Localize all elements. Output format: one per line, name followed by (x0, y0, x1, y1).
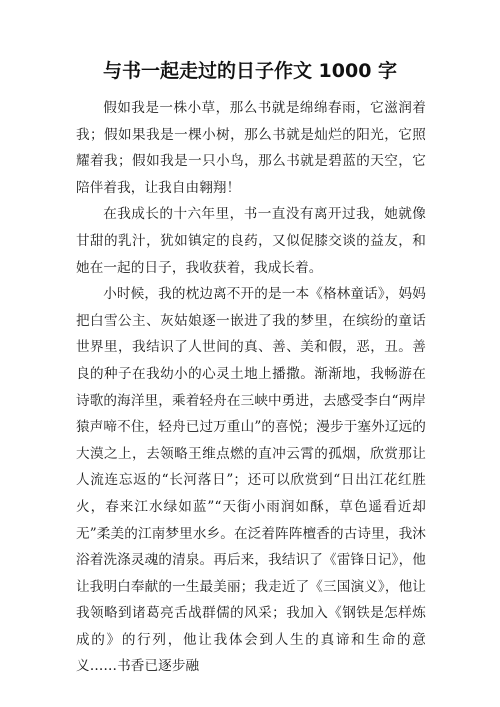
essay-title: 与书一起走过的日子作文 1000 字 (102, 60, 398, 82)
paragraph-2: 在我成长的十六年里，书一直没有离开过我，她就像甘甜的乳汁，犹如镇定的良药，又似促膝交谈的益友，和她在一起的日子，我收获着，我成长着。 (76, 206, 426, 276)
paragraph-1: 假如我是一株小草，那么书就是绵绵春雨，它滋润着我；假如果我是一棵小树，那么书就是灿烂的阳光，它照耀着我；假如我是一只小鸟，那么书就是碧蓝的天空，它陪伴着我，让我自由翱翔！ (76, 100, 426, 196)
essay-body (76, 95, 426, 680)
paragraph-3: 小时候，我的枕边离不开的是一本《格林童话》，妈妈把白雪公主、灰姑娘逐一嵌进了我的梦里，在缤纷的童话世界里，我结识了人世间的真、善、美和假，恶，丑。善良的种子在我幼小的心灵土地上播撒。渐渐地，我畅游在诗歌的海洋里，乘着轻舟在三峡中勇进，去感受李白“两岸猿声啼不住，轻舟已过万重山”的喜悦；漫步于塞外辽远的大漠之上，去领略王维点燃的直冲云霄的孤烟，欣赏那让人流连忘返的“长河落日”；还可以欣赏到“日出江花红胜火，春来江水绿如蓝”“天街小雨润如酥，草色遥看近却无”柔美的江南梦里水乡。在泛着阵阵檀香的古诗里，我沐浴着洗涤灵魂的清泉。再后来，我结识了《雷锋日记》，他让我明白奉献的一生最美丽；我走近了《三国演义》，他让我领略到诸葛亮舌战群儒的风采；我加入《钢铁是怎样炼成的》的行列，他让我体会到人生的真谛和生命的意义……书香已逐步融 (76, 286, 426, 675)
